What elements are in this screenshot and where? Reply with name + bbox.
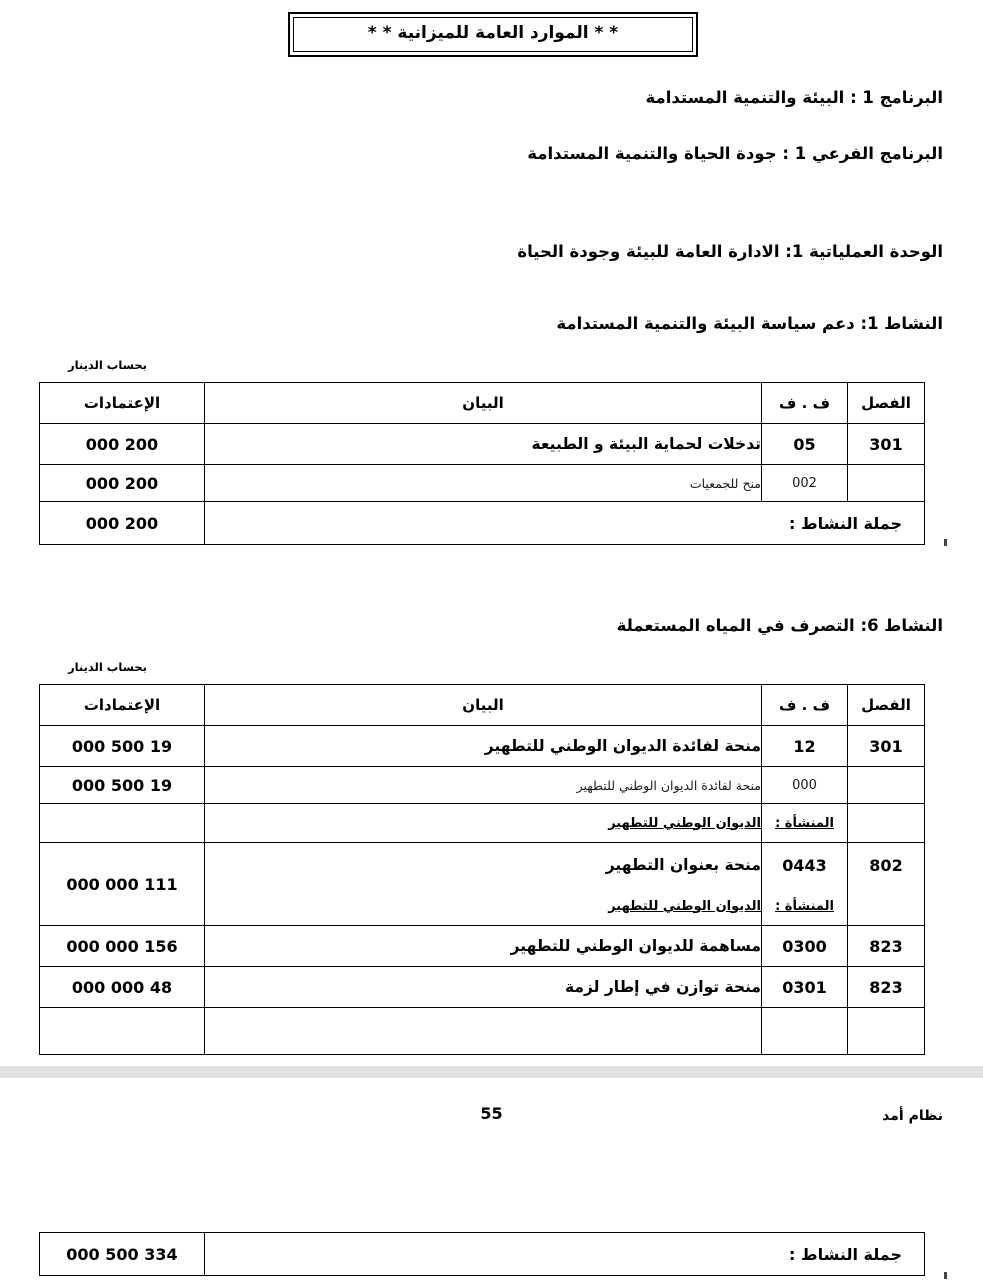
cell-ff (762, 1008, 848, 1055)
column-header-ff: ف . ف (762, 685, 848, 726)
activity-6-budget-table (39, 684, 925, 1055)
cell-amount: 19 500 000 (40, 767, 205, 804)
cell-amount: 200 000 (40, 465, 205, 502)
column-header-credits: الإعتمادات (40, 685, 205, 726)
cell-description (205, 843, 762, 926)
establishment-name-text: الديوان الوطني للتطهير (608, 898, 761, 914)
establishment-name-text: الديوان الوطني للتطهير (608, 815, 761, 831)
cell-chapter: 301 (848, 424, 925, 465)
column-header-description: البيان (205, 383, 762, 424)
table-header-row (40, 383, 925, 424)
table-row (40, 967, 925, 1008)
cell-amount: 156 000 000 (40, 926, 205, 967)
table-row (40, 726, 925, 767)
cell-amount: 19 500 000 (40, 726, 205, 767)
currency-caption-table-1: بحساب الدينار (67, 358, 147, 372)
cell-amount: 48 000 000 (40, 967, 205, 1008)
cell-ff: 0301 (762, 967, 848, 1008)
cell-chapter (848, 465, 925, 502)
cell-chapter (848, 843, 925, 926)
activity-6-total-table (39, 1232, 925, 1276)
cell-description: منحة توازن في إطار لزمة (205, 967, 762, 1008)
cell-chapter (848, 1008, 925, 1055)
table-row-empty (40, 1008, 925, 1055)
cell-ff: 002 (762, 465, 848, 502)
activity-total-amount: 334 500 000 (39, 1233, 204, 1276)
activity-total-amount: 200 000 (40, 502, 205, 545)
cell-establishment-label (762, 887, 847, 925)
cell-establishment-label (762, 804, 848, 843)
cell-description: تدخلات لحماية البيئة و الطبيعة (205, 424, 762, 465)
cell-amount: 111 000 000 (40, 843, 205, 926)
cell-ff (762, 843, 848, 926)
cell-chapter: 823 (848, 926, 925, 967)
column-header-chapter: الفصل (848, 685, 925, 726)
column-header-chapter: الفصل (848, 383, 925, 424)
column-header-credits: الإعتمادات (40, 383, 205, 424)
cell-ff: 12 (762, 726, 848, 767)
footer-system-name: نظام أمد (882, 1108, 943, 1124)
cell-chapter: 301 (848, 726, 925, 767)
cell-description: منحة لفائدة الديوان الوطني للتطهير (205, 767, 762, 804)
table-row (40, 465, 925, 502)
activity-total-row (39, 1233, 924, 1276)
establishment-label-text: المنشأة : (775, 898, 834, 914)
cell-chapter (848, 804, 925, 843)
table-row (40, 926, 925, 967)
subprogram-heading: البرنامج الفرعي 1 : جودة الحياة والتنمية المستدامة (527, 144, 943, 163)
scan-artifact-mark (944, 1272, 947, 1279)
table-row-stacked (40, 843, 925, 926)
cell-description (205, 1008, 762, 1055)
activity-total-row (40, 502, 925, 545)
cell-ff-value: 0443 (782, 855, 827, 875)
cell-chapter-spacer (848, 887, 924, 925)
page-separator-band (0, 1066, 983, 1078)
program-heading: البرنامج 1 : البيئة والتنمية المستدامة (645, 88, 943, 107)
page-title: * * الموارد العامة للميزانية * * (367, 23, 619, 43)
scan-artifact-mark (944, 539, 947, 546)
cell-establishment-name (205, 804, 762, 843)
cell-description: مساهمة للديوان الوطني للتطهير (205, 926, 762, 967)
footer-page-number: 55 (480, 1104, 503, 1123)
column-header-description: البيان (205, 685, 762, 726)
table-row (40, 424, 925, 465)
document-title-box (288, 12, 698, 57)
activity-total-label: جملة النشاط : (204, 1233, 924, 1276)
cell-description-value: منحة بعنوان التطهير (605, 856, 761, 874)
cell-establishment-name (205, 887, 761, 925)
activity-6-heading: النشاط 6: التصرف في المياه المستعملة (616, 616, 943, 635)
cell-description: منح للجمعيات (205, 465, 762, 502)
establishment-row (40, 804, 925, 843)
cell-description: منحة لفائدة الديوان الوطني للتطهير (205, 726, 762, 767)
cell-amount: 200 000 (40, 424, 205, 465)
cell-ff: 05 (762, 424, 848, 465)
establishment-label-text: المنشأة : (775, 815, 834, 831)
cell-chapter-value: 802 (869, 855, 903, 875)
cell-ff: 0300 (762, 926, 848, 967)
operational-unit-heading: الوحدة العملياتية 1: الادارة العامة للبيئة وجودة الحياة (517, 242, 943, 261)
currency-caption-table-2: بحساب الدينار (67, 660, 147, 674)
activity-total-label: جملة النشاط : (205, 502, 925, 545)
cell-ff: 000 (762, 767, 848, 804)
cell-chapter: 823 (848, 967, 925, 1008)
document-title-inner-border (293, 17, 693, 52)
cell-chapter (848, 767, 925, 804)
activity-1-heading: النشاط 1: دعم سياسة البيئة والتنمية المستدامة (556, 314, 943, 333)
table-header-row (40, 685, 925, 726)
column-header-ff: ف . ف (762, 383, 848, 424)
activity-1-budget-table (39, 382, 925, 545)
cell-amount (40, 1008, 205, 1055)
table-row (40, 767, 925, 804)
cell-amount (40, 804, 205, 843)
